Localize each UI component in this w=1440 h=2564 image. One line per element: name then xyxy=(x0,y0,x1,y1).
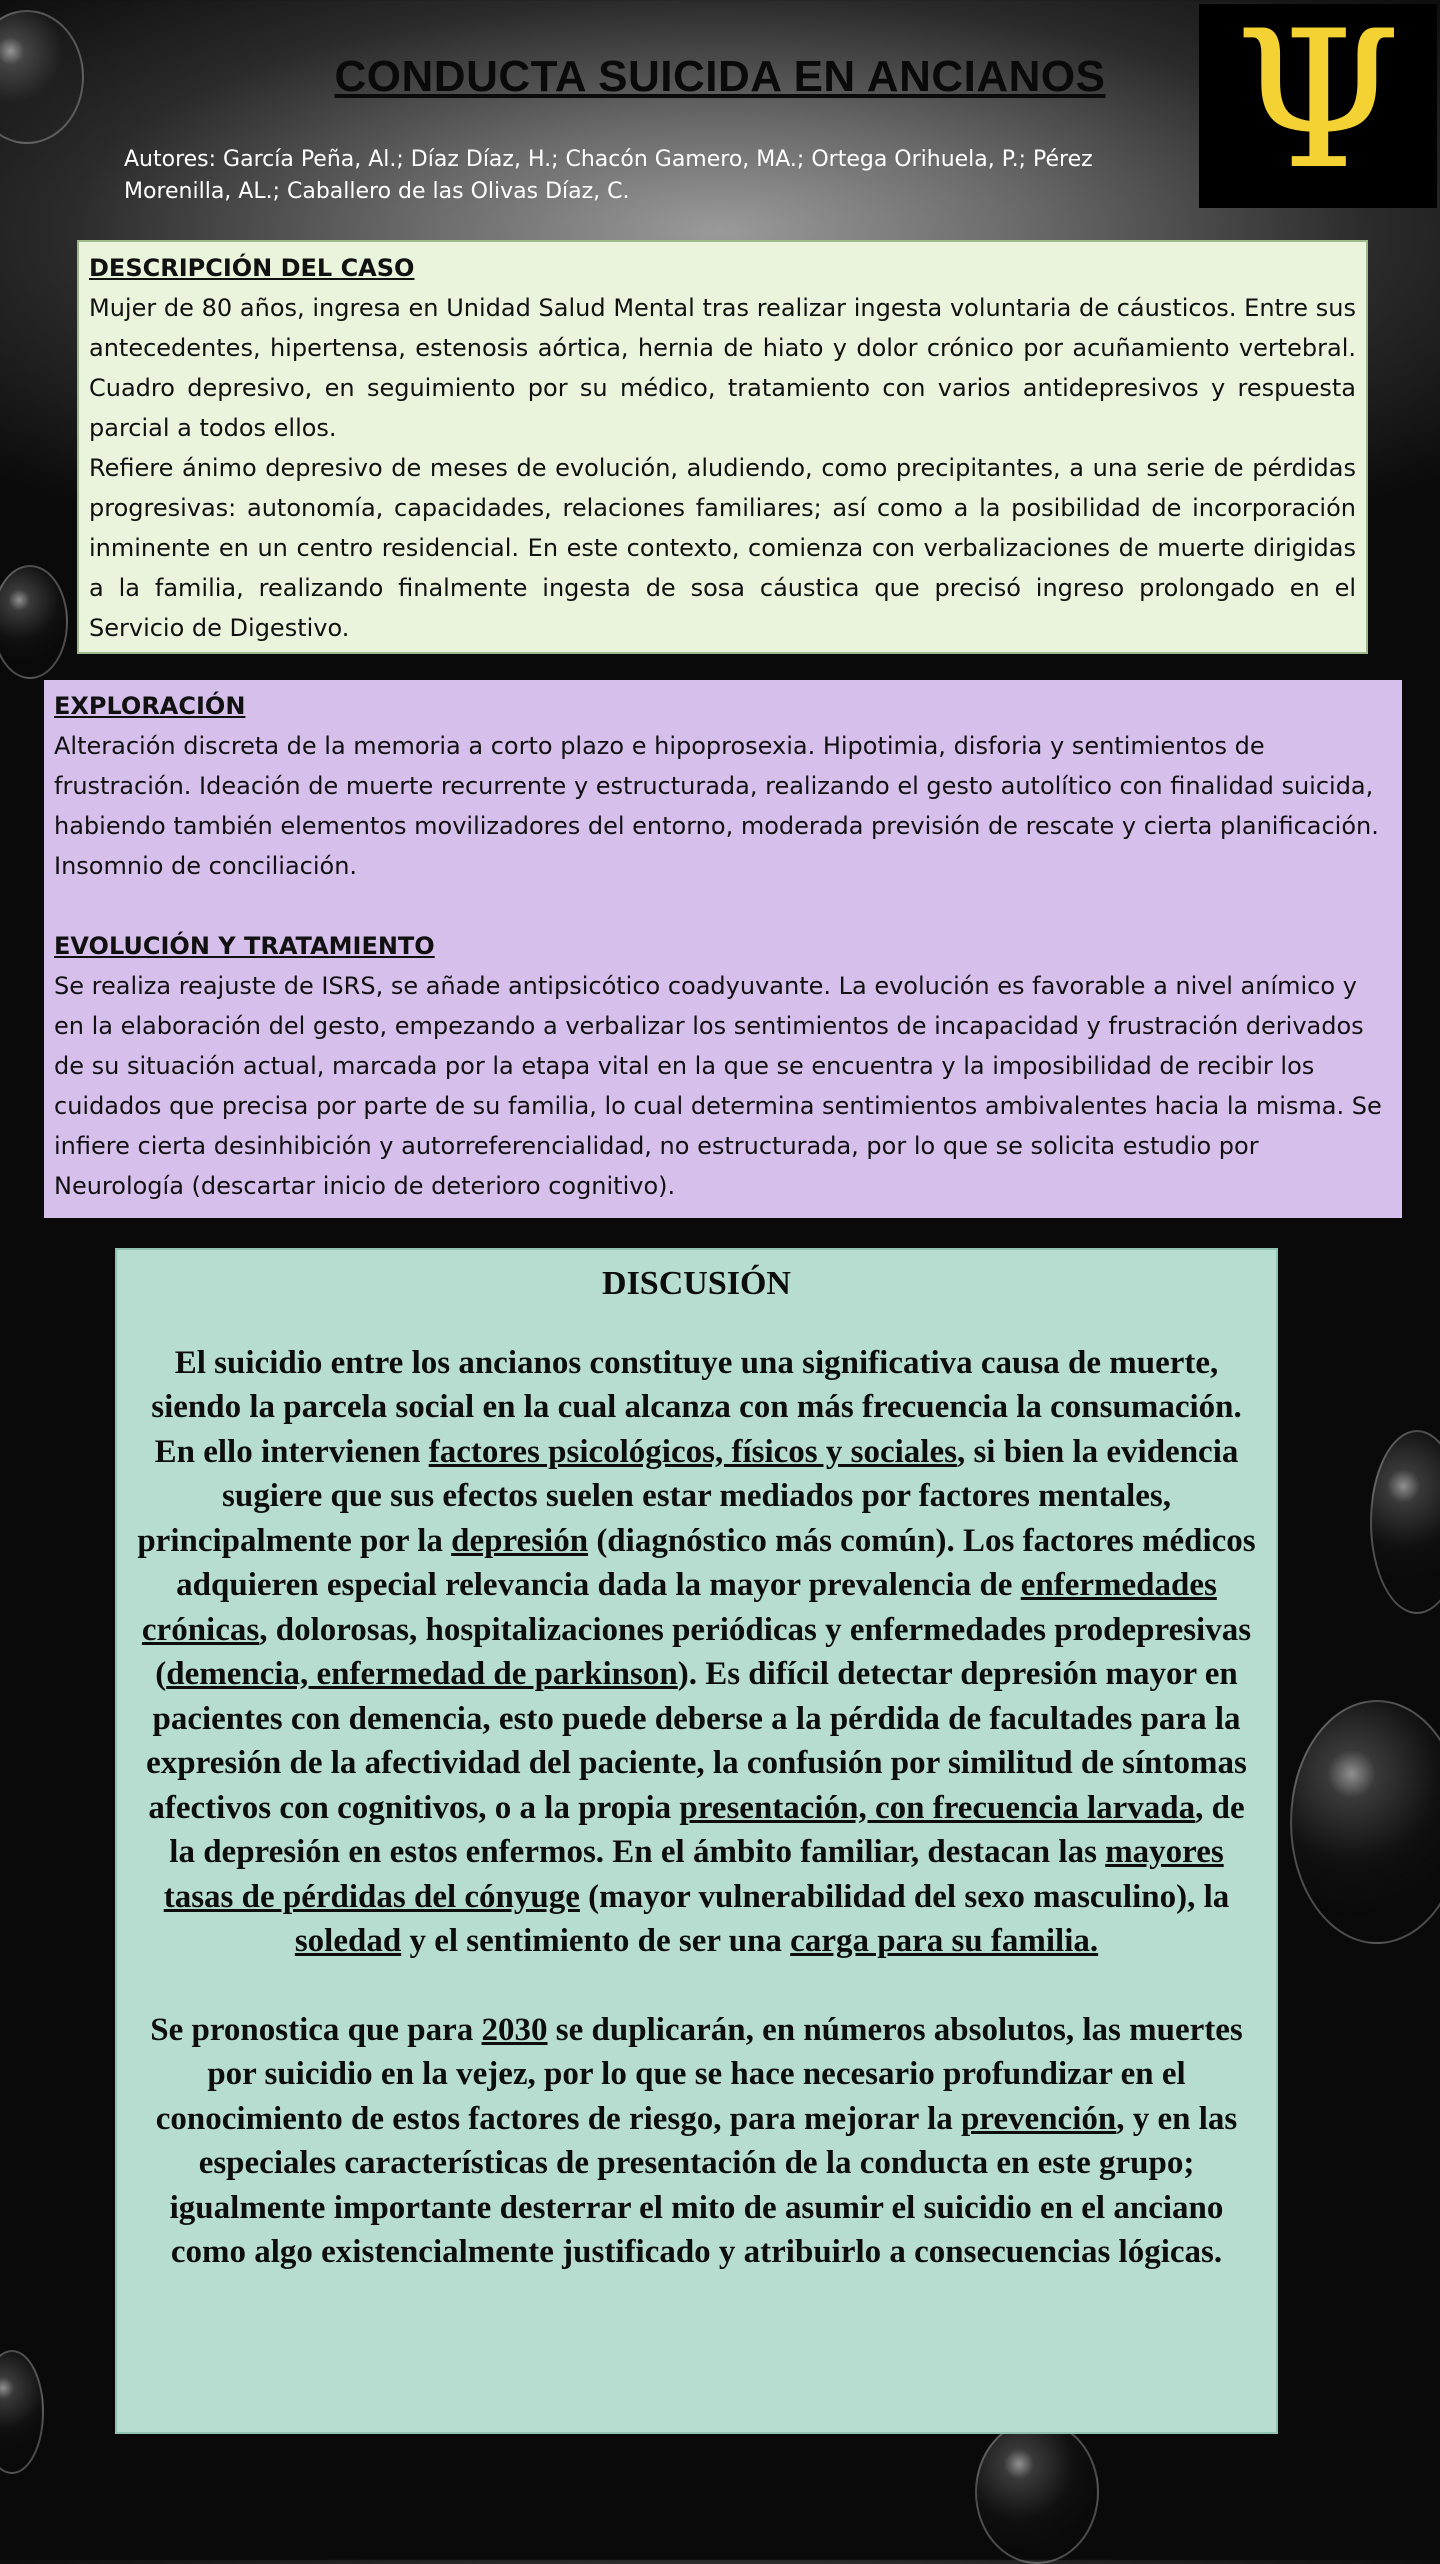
spacer xyxy=(54,886,1392,926)
underlined-term: presentación, con frecuencia larvada xyxy=(679,1789,1196,1826)
page-title: CONDUCTA SUICIDA EN ANCIANOS xyxy=(334,52,1106,101)
psi-icon: Ψ xyxy=(1234,0,1402,211)
underlined-term: soledad xyxy=(294,1923,402,1959)
discussion-text-run: se duplicarán, en números absolutos, las muertes por suicidio en la vejez, por lo que se hace necesario profundizar en el conocimiento de estos factores de riesgo, para mejorar la xyxy=(155,2011,1243,2137)
discussion-heading: DISCUSIÓN xyxy=(602,1265,791,1302)
discussion-text-run: y el sentimiento de ser una xyxy=(401,1923,791,1959)
exploration-evolution-panel xyxy=(44,680,1402,1218)
discussion-text-run: (diagnóstico más común). Los factores médicos adquieren especial relevancia dada la mayor prevalencia de xyxy=(176,1522,1256,1603)
underlined-term: prevención xyxy=(961,2100,1117,2137)
decorative-bubble xyxy=(1290,1700,1440,1944)
underlined-term: factores psicológicos, físicos y sociales xyxy=(428,1433,957,1470)
decorative-bubble xyxy=(0,10,84,144)
decorative-bubble xyxy=(1370,1430,1440,1614)
discussion-panel xyxy=(115,1248,1278,2434)
discussion-text-run: , dolorosas, hospitalizaciones periódicas y enfermedades prodepresivas ( xyxy=(155,1611,1252,1692)
title-block xyxy=(300,52,1140,102)
authors-line: Autores: García Peña, Al.; Díaz Díaz, H.; Chacón Gamero, MA.; Ortega Orihuela, P.; Pérez Morenilla, AL.; Caballero de las Olivas Díaz, C. xyxy=(124,147,1093,204)
spacer xyxy=(133,1964,1260,2008)
decorative-bubble xyxy=(0,565,68,679)
underlined-term: 2030 xyxy=(481,2011,548,2048)
discussion-paragraph-1 xyxy=(133,1341,1260,1964)
discussion-text-run: ). Es difícil detectar depresión mayor en pacientes con demencia, esto puede deberse a la pérdida de facultades para la expresión de la afectividad del paciente, la confusión por similitud de síntomas afectivos con cognitivos, o a la propia xyxy=(146,1656,1247,1826)
underlined-term: mayores tasas de pérdidas del cónyuge xyxy=(163,1834,1224,1915)
underlined-term: demencia, enfermedad de parkinson xyxy=(166,1656,678,1692)
discussion-text-run: , de la depresión en estos enfermos. En el ámbito familiar, destacan las xyxy=(169,1789,1245,1870)
case-description-panel xyxy=(77,240,1368,654)
decorative-bubble xyxy=(0,2350,44,2474)
evolution-text: Se realiza reajuste de ISRS, se añade antipsicótico coadyuvante. La evolución es favorable a nivel anímico y en la elaboración del gesto, empezando a verbalizar los sentimientos de incapacidad y frustración derivados de su situación actual, marcada por la etapa vital en la que se encuentra y la imposibilidad de recibir los cuidados que precisa por parte de su familia, lo cual determina sentimientos ambivalentes hacia la misma. Se infiere cierta desinhibición y autorreferencialidad, no estructurada, por lo que se solicita estudio por Neurología (descartar inicio de deterioro cognitivo). xyxy=(54,972,1382,1200)
decorative-bubble xyxy=(975,2420,1099,2564)
exploration-heading: EXPLORACIÓN xyxy=(54,692,246,720)
discussion-text-run: (mayor vulnerabilidad del sexo masculino), la xyxy=(579,1878,1230,1915)
discussion-text-run: , si bien la evidencia sugiere que sus efectos suelen estar mediados por factores mentales, principalmente por la xyxy=(137,1433,1239,1559)
discussion-text-run: Se pronostica que para xyxy=(150,2011,482,2048)
discussion-text-run: El suicidio entre los ancianos constituye una significativa causa de muerte, siendo la parcela social en la cual alcanza con más frecuencia la consumación. En ello intervienen xyxy=(151,1344,1242,1470)
evolution-heading: EVOLUCIÓN Y TRATAMIENTO xyxy=(54,932,435,960)
underlined-term: enfermedades crónicas xyxy=(141,1567,1217,1648)
discussion-paragraph-2 xyxy=(133,2008,1260,2275)
psi-logo xyxy=(1199,0,1437,211)
case-paragraph-2: Refiere ánimo depresivo de meses de evolución, aludiendo, como precipitantes, a una serie de pérdidas progresivas: autonomía, capacidades, relaciones familiares; así como a la posibilidad de incorporación inminente en un centro residencial. En este contexto, comienza con verbalizaciones de muerte dirigidas a la familia, realizando finalmente ingesta de sosa cáustica que precisó ingreso prolongado en el Servicio de Digestivo. xyxy=(89,454,1356,642)
case-paragraph-1: Mujer de 80 años, ingresa en Unidad Salud Mental tras realizar ingesta voluntaria de cáusticos. Entre sus antecedentes, hipertensa, estenosis aórtica, hernia de hiato y dolor crónico por acuñamiento vertebral. Cuadro depresivo, en seguimiento por su médico, tratamiento con varios antidepresivos y respuesta parcial a todos ellos. xyxy=(89,294,1356,442)
underlined-term: carga para su familia. xyxy=(790,1923,1099,1959)
exploration-text: Alteración discreta de la memoria a corto plazo e hipoprosexia. Hipotimia, disforia y sentimientos de frustración. Ideación de muerte recurrente y estructurada, realizando el gesto autolítico con finalidad suicida, habiendo también elementos movilizadores del entorno, moderada previsión de rescate y cierta planificación. Insomnio de conciliación. xyxy=(54,732,1379,880)
case-heading: DESCRIPCIÓN DEL CASO xyxy=(89,254,415,282)
underlined-term: depresión xyxy=(451,1522,589,1559)
discussion-text-run: , y en las especiales características de presentación de la conducta en este grupo; igualmente importante desterrar el mito de asumir el suicidio en el anciano como algo existencialmente justificado y atribuirlo a consecuencias lógicas. xyxy=(169,2100,1238,2270)
